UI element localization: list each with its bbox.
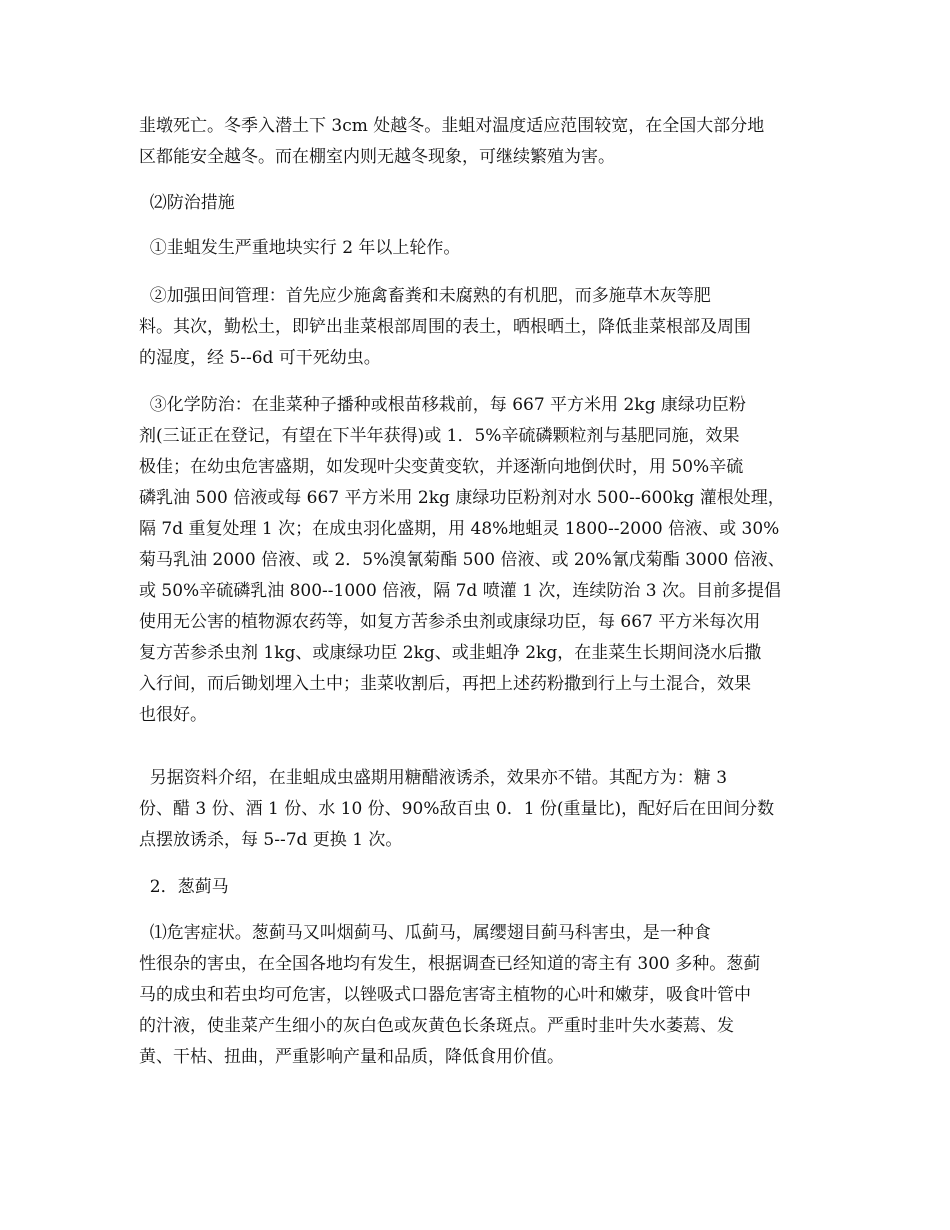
paragraph-damage-symptoms [139,918,813,1073]
text-line: ②加强田间管理：首先应少施禽畜粪和未腐熟的有机肥，而多施草木灰等肥 [139,286,711,306]
text-line: 另据资料介绍，在韭蛆成虫盛期用糖醋液诱杀，效果亦不错。其配方为：糖 3 [139,768,728,788]
text-line: 磷乳油 500 倍液或每 667 平方米用 2kg 康绿功臣粉剂对水 500--600kg 灌根处理， [139,488,785,508]
paragraph-sugar-vinegar-trap [139,763,813,856]
paragraph-1 [139,111,813,173]
paragraph-field-management [139,281,813,374]
paragraph-rotation [139,233,813,264]
text-line: 极佳；在幼虫危害盛期，如发现叶尖变黄变软，并逐渐向地倒伏时，用 50%辛硫 [139,457,744,477]
text-line: 剂(三证正在登记，有望在下半年获得)或 1．5%辛硫磷颗粒剂与基肥同施，效果 [139,426,740,446]
text-line: ③化学防治：在韭菜种子播种或根苗移栽前，每 667 平方米用 2kg 康绿功臣粉 [139,395,746,415]
text-line: ①韭蛆发生严重地块实行 2 年以上轮作。 [139,238,461,258]
section-heading-control-measures [139,188,813,219]
text-line: 料。其次，勤松土，即铲出韭菜根部周围的表土，晒根晒土，降低韭菜根部及周围 [139,317,751,337]
text-line: 的汁液，使韭菜产生细小的灰白色或灰黄色长条斑点。严重时韭叶失水萎蔫、发 [139,1016,734,1036]
text-line: ⑴危害症状。葱蓟马又叫烟蓟马、瓜蓟马，属缨翅目蓟马科害虫，是一种食 [139,923,711,943]
text-line: 复方苦参杀虫剂 1kg、或康绿功臣 2kg、或韭蛆净 2kg，在韭菜生长期间浇水后撒 [139,643,762,663]
text-line: 份、醋 3 份、酒 1 份、水 10 份、90%敌百虫 0．1 份(重量比)，配好后在田间分数 [139,799,775,819]
text-line: 的湿度，经 5--6d 可干死幼虫。 [139,348,381,368]
section-heading-onion-thrips [139,872,813,903]
text-line: 2．葱蓟马 [139,877,229,897]
text-line: 也很好。 [139,705,207,725]
text-line: 或 50%辛硫磷乳油 800--1000 倍液，隔 7d 喷灌 1 次，连续防治 3 次。目前多提倡 [139,581,781,601]
text-line: ⑵防治措施 [139,193,235,213]
text-line: 点摆放诱杀，每 5--7d 更换 1 次。 [139,830,403,850]
paragraph-chemical-control [139,390,813,731]
text-line: 使用无公害的植物源农药等，如复方苦参杀虫剂或康绿功臣，每 667 平方米每次用 [139,612,761,632]
text-line: 韭墩死亡。冬季入潜土下 3cm 处越冬。韭蛆对温度适应范围较宽，在全国大部分地 [139,116,765,136]
text-line: 马的成虫和若虫均可危害，以锉吸式口器危害寄主植物的心叶和嫩芽，吸食叶管中 [139,985,751,1005]
text-line: 隔 7d 重复处理 1 次；在成虫羽化盛期，用 48%地蛆灵 1800--2000 倍液、或 30% [139,519,780,539]
text-line: 黄、干枯、扭曲，严重影响产量和品质，降低食用价值。 [139,1047,564,1067]
text-line: 性很杂的害虫，在全国各地均有发生，根据调查已经知道的寄主有 300 多种。葱蓟 [139,954,761,974]
text-line: 入行间，而后锄划埋入土中；韭菜收割后，再把上述药粉撒到行上与土混合，效果 [139,674,751,694]
text-line: 菊马乳油 2000 倍液、或 2．5%溴氰菊酯 500 倍液、或 20%氰戊菊酯 3000 倍液、 [139,550,785,570]
text-line: 区都能安全越冬。而在棚室内则无越冬现象，可继续繁殖为害。 [139,147,615,167]
